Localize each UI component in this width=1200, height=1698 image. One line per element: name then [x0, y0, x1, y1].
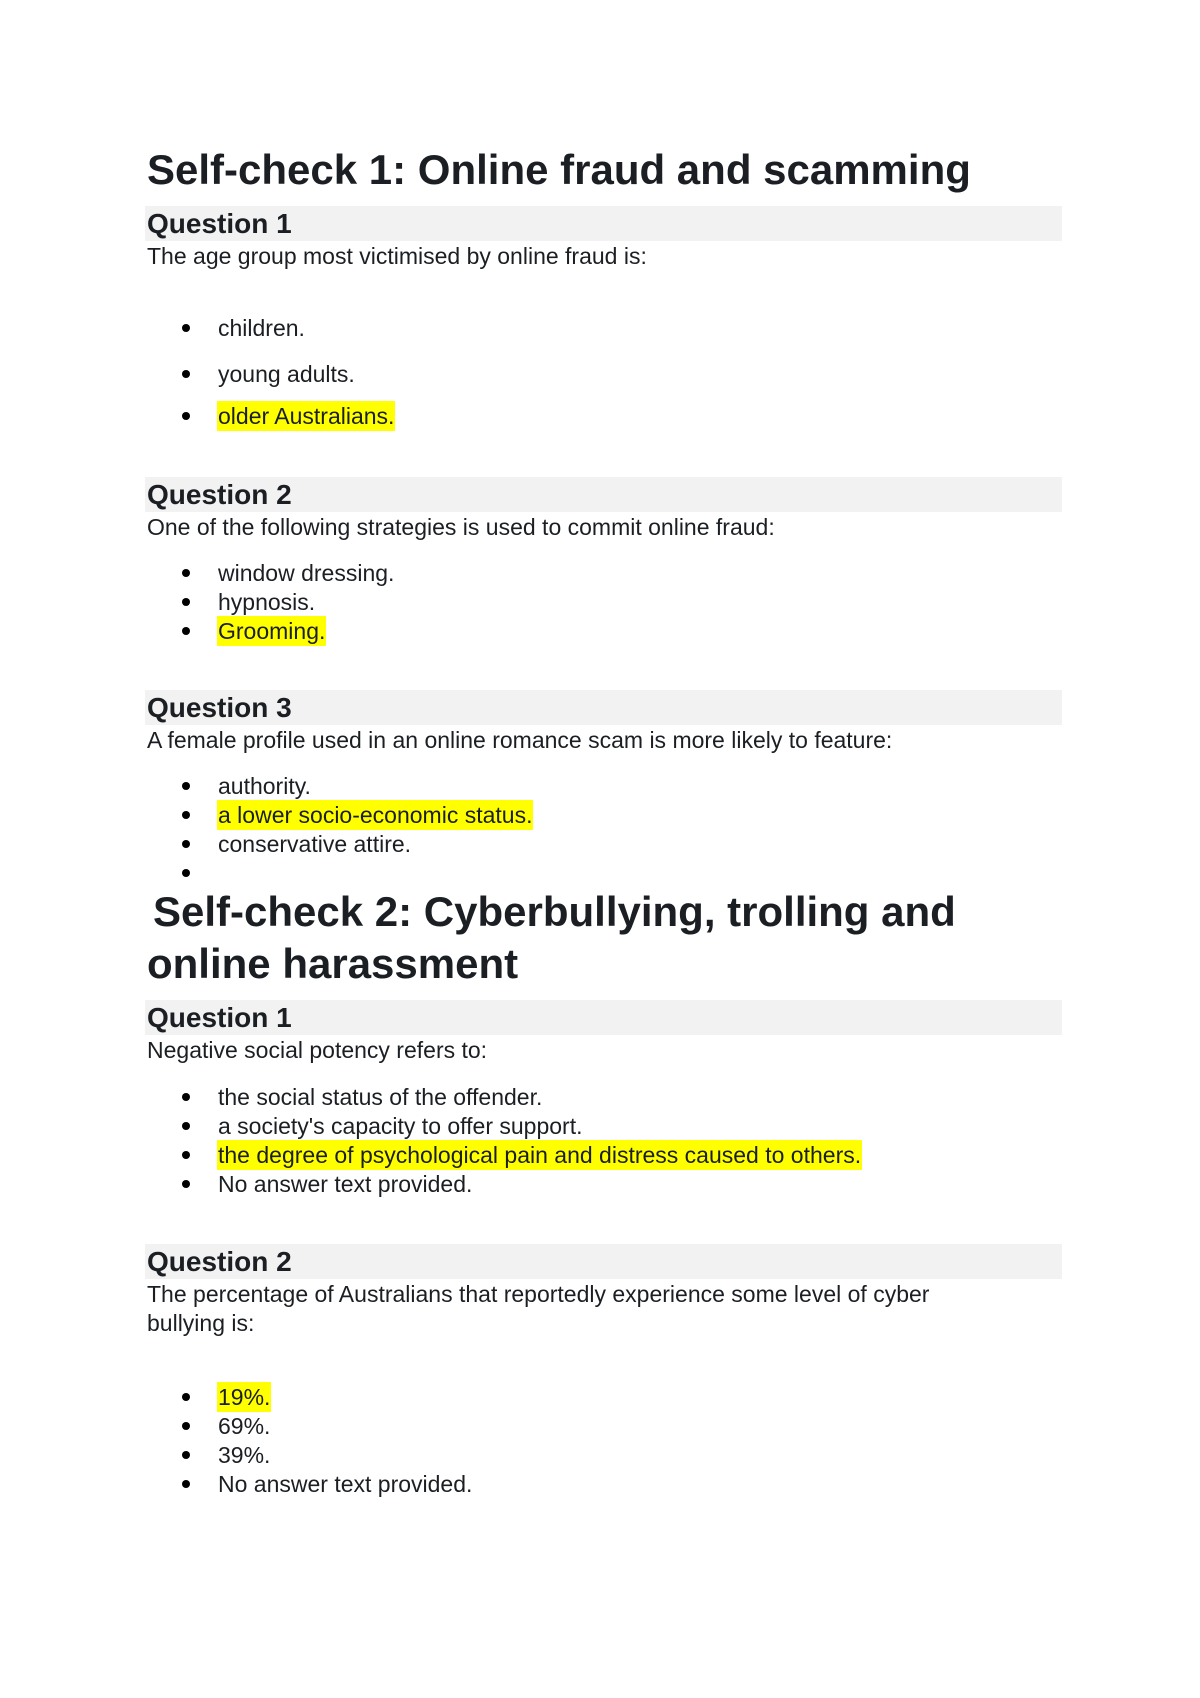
option-text: conservative attire.	[218, 831, 412, 857]
bullet-icon	[182, 598, 190, 606]
bullet-icon	[182, 811, 190, 819]
bullet-icon	[182, 569, 190, 577]
option-text-highlighted: 19%.	[218, 1384, 271, 1410]
option-text-highlighted: Grooming.	[218, 618, 326, 644]
bullet-icon	[182, 1093, 190, 1101]
s2-q1-option	[182, 1169, 473, 1199]
bullet-icon	[182, 1422, 190, 1430]
option-text-highlighted: a lower socio-economic status.	[218, 802, 533, 828]
option-text: authority.	[218, 773, 311, 799]
bullet-icon	[182, 1480, 190, 1488]
bullet-icon	[182, 1393, 190, 1401]
option-text: 39%.	[218, 1442, 271, 1468]
s1-q3-option-empty	[182, 858, 219, 888]
s1-q2-option	[182, 616, 326, 646]
option-text: young adults.	[218, 361, 355, 387]
s2-q1-option	[182, 1111, 584, 1141]
bullet-icon	[182, 627, 190, 635]
s1-q3-title: Question 3	[147, 692, 292, 723]
section2-title-line2: online harassment	[147, 940, 519, 987]
s1-q3-option	[182, 771, 312, 801]
bullet-icon	[182, 1451, 190, 1459]
s1-q3-option	[182, 800, 533, 830]
bullet-icon	[182, 869, 190, 877]
s2-q2-option	[182, 1440, 271, 1470]
bullet-icon	[182, 324, 190, 332]
s1-q2-option	[182, 558, 395, 588]
option-text: No answer text provided.	[218, 1471, 473, 1497]
s1-q2-title: Question 2	[147, 479, 292, 510]
option-text: the social status of the offender.	[218, 1084, 543, 1110]
bullet-icon	[182, 840, 190, 848]
s1-q3-text: A female profile used in an online romance scam is more likely to feature:	[147, 727, 893, 753]
s1-q1-option	[182, 313, 306, 343]
s1-q1-title: Question 1	[147, 208, 292, 239]
bullet-icon	[182, 370, 190, 378]
s1-q2-option	[182, 587, 316, 617]
s2-q1-title: Question 1	[147, 1002, 292, 1033]
option-text: No answer text provided.	[218, 1171, 473, 1197]
s2-q1-text: Negative social potency refers to:	[147, 1037, 488, 1063]
s1-q1-option	[182, 401, 395, 431]
s2-q1-option	[182, 1140, 862, 1170]
s1-q1-text: The age group most victimised by online fraud is:	[147, 243, 647, 269]
bullet-icon	[182, 1122, 190, 1130]
option-text-highlighted: the degree of psychological pain and distress caused to others.	[218, 1142, 862, 1168]
s2-q2-option	[182, 1382, 271, 1412]
bullet-icon	[182, 1151, 190, 1159]
s2-q2-option	[182, 1469, 473, 1499]
bullet-icon	[182, 412, 190, 420]
s1-q3-option	[182, 829, 412, 859]
option-text: hypnosis.	[218, 589, 316, 615]
bullet-icon	[182, 782, 190, 790]
s2-q2-text-line2: bullying is:	[147, 1310, 255, 1336]
s1-q2-text: One of the following strategies is used to commit online fraud:	[147, 514, 775, 540]
option-text: children.	[218, 315, 305, 341]
s2-q2-option	[182, 1411, 271, 1441]
section1-title: Self-check 1: Online fraud and scamming	[147, 146, 971, 193]
option-text-highlighted: older Australians.	[218, 403, 395, 429]
option-text: a society's capacity to offer support.	[218, 1113, 583, 1139]
option-text: 69%.	[218, 1413, 271, 1439]
s2-q2-title: Question 2	[147, 1246, 292, 1277]
s1-q1-option	[182, 359, 356, 389]
option-text: window dressing.	[218, 560, 395, 586]
bullet-icon	[182, 1180, 190, 1188]
section2-title-line1: Self-check 2: Cyberbullying, trolling and	[153, 888, 956, 935]
s2-q1-option	[182, 1082, 543, 1112]
s2-q2-text-line1: The percentage of Australians that reportedly experience some level of cyber	[147, 1281, 930, 1307]
